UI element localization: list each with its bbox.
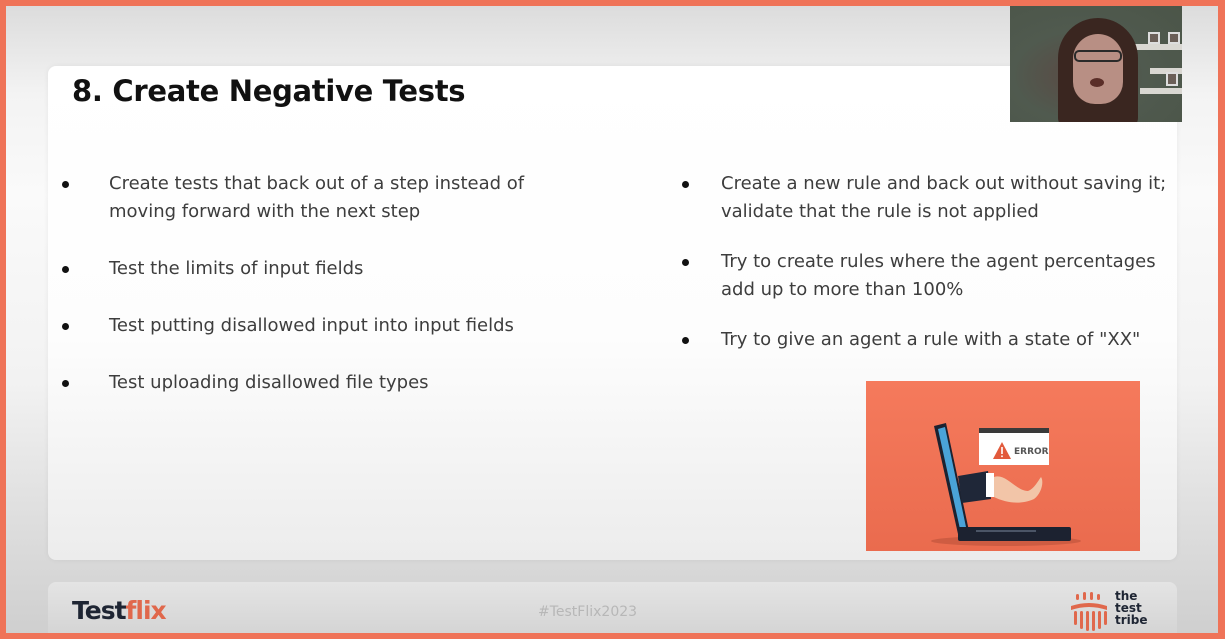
bullet-text: Try to give an agent a rule with a state of "XX" bbox=[721, 329, 1141, 350]
photo-frame bbox=[1166, 72, 1178, 86]
laptop-error-icon bbox=[866, 381, 1140, 551]
bullet-text: Create a new rule and back out without saving it; validate that the rule is not applied bbox=[721, 173, 1167, 222]
bullet-text: Test the limits of input fields bbox=[109, 258, 364, 279]
the-test-tribe-logo bbox=[1067, 590, 1157, 633]
bullet-dot-icon bbox=[682, 181, 689, 188]
bullet-dot-icon bbox=[62, 380, 69, 387]
bullet-dot-icon bbox=[62, 181, 69, 188]
left-bullet-list bbox=[56, 170, 566, 426]
svg-text:ERROR: ERROR bbox=[1014, 447, 1049, 457]
presenter-glasses bbox=[1074, 50, 1122, 62]
event-hashtag: #TestFlix2023 bbox=[538, 604, 638, 620]
right-bullet-list bbox=[676, 170, 1176, 376]
presentation-stage bbox=[6, 6, 1218, 633]
slide-card bbox=[48, 66, 1177, 560]
presenter-mouth bbox=[1090, 78, 1104, 87]
bullet-dot-icon bbox=[682, 337, 689, 344]
photo-frame bbox=[1168, 32, 1180, 44]
bullet-dot-icon bbox=[682, 259, 689, 266]
bullet-dot-icon bbox=[62, 323, 69, 330]
presenter-webcam bbox=[1010, 6, 1182, 122]
bullet-text: Try to create rules where the agent percentages add up to more than 100% bbox=[721, 251, 1156, 300]
bullet-item bbox=[56, 255, 566, 283]
footer-bar bbox=[48, 582, 1177, 633]
bullet-item bbox=[56, 170, 566, 226]
bullet-text: Create tests that back out of a step instead of moving forward with the next step bbox=[109, 173, 525, 222]
photo-frame bbox=[1148, 32, 1160, 44]
bullet-item bbox=[56, 312, 566, 340]
presenter-face bbox=[1073, 34, 1123, 104]
bullet-item bbox=[676, 326, 1176, 354]
tribe-emblem-icon bbox=[1067, 590, 1111, 633]
bullet-item bbox=[676, 170, 1176, 226]
tribe-wordmark: the test tribe bbox=[1115, 589, 1148, 627]
bullet-text: Test uploading disallowed file types bbox=[109, 372, 429, 393]
shelf bbox=[1140, 88, 1182, 94]
bullet-dot-icon bbox=[62, 266, 69, 273]
testflix-logo: Testflix bbox=[72, 596, 166, 625]
error-illustration bbox=[866, 381, 1140, 551]
shelf bbox=[1135, 44, 1182, 50]
bullet-item bbox=[56, 369, 566, 397]
bullet-item bbox=[676, 248, 1176, 304]
slide-title: 8. Create Negative Tests bbox=[72, 74, 466, 108]
bullet-text: Test putting disallowed input into input fields bbox=[109, 315, 514, 336]
